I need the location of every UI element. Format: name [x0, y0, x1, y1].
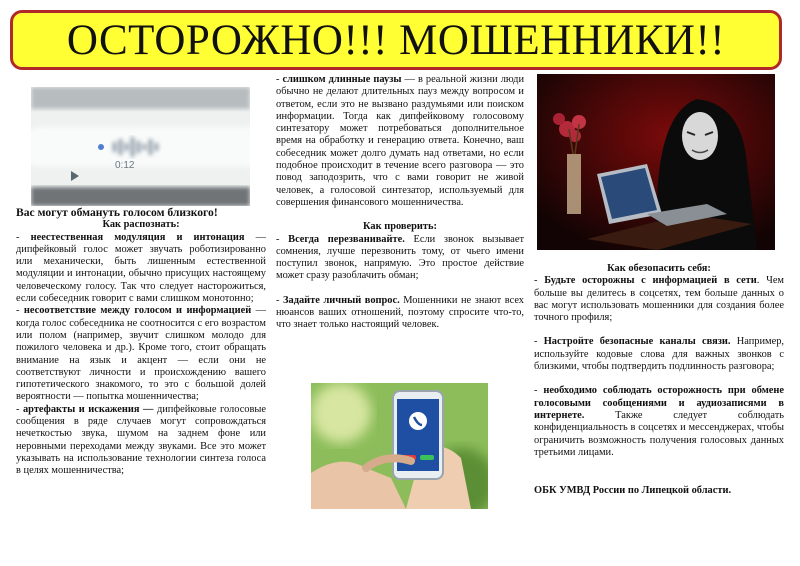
recognize-heading: Как распознать:	[102, 219, 180, 231]
column-right	[534, 263, 784, 497]
hacker-photo	[537, 74, 775, 250]
list-item: - необходимо соблюдать осторожность при обмене голосовыми сообщениями и аудиозаписями в интернете. Также следует соблюдать конфиденциальность в соцсетях и мессенджерах, чтобы ограничить возможность получения голосовых данных третьими лицами.	[534, 385, 784, 458]
banner-title: ОСТОРОЖНО!!! МОШЕННИКИ!!	[66, 16, 726, 64]
list-item: - артефакты и искажения — дипфейковые голосовые сообщения в ряде случаев могут сопровождаться нечеткостью звука, шумом на заднем фоне или неровными переходами между звуками. Все это может указывать на использование технологии синтеза голоса в целях мошенничества;	[16, 403, 266, 477]
list-item: - Задайте личный вопрос. Мошенники не знают всех нюансов ваших отношений, поэтому спросите что-то, что знает только настоящий человек.	[276, 294, 524, 331]
voice-timer-text: 0:12	[115, 160, 135, 171]
protect-heading: Как обезопасить себя:	[607, 263, 711, 274]
list-item: - несоответствие между голосом и информацией — когда голос собеседника не соотносится с его возрастом или полом (например, звучит слишком молодо для пожилого человека и др.). Кроме того, стоит обращать внимание на язык и акцент — если они не соответствуют личности и происхождению вашего гипотетического знакомого, то это с большой долей вероятности — попытка мошенничества;	[16, 305, 266, 403]
voice-message-photo	[31, 87, 250, 206]
voice-message-illustration	[31, 87, 250, 206]
check-heading: Как проверить:	[363, 221, 437, 233]
column-left	[16, 207, 266, 478]
list-item: - Будьте осторожны с информацией в сети. Чем больше вы делитесь в соцсетях, тем больше данных о вас могут использовать мошенники для создания более точного профиля;	[534, 275, 785, 324]
warning-banner	[10, 10, 782, 70]
phone-call-photo	[311, 383, 488, 509]
headline: Вас могут обмануть голосом близкого!	[16, 206, 218, 219]
list-item: - слишком длинные паузы — в реальной жизни люди обычно не делают длительных пауз между вопросом и ответом, если это не вызвано раздумьями или поиском информации. Тогда как дипфейковому голосовому синтезатору может потребоваться дополнительное время на обработку и генерацию ответа. Конечно, ваш собеседник может долго думать над ответами, но если подобное происходит в течение всего разговора — это повод заподозрить, что с вами говорит не живой человек, а голосовой синтезатор, используемый для совершения финансового мошенничества.	[276, 74, 525, 208]
list-item: - неестественная модуляция и интонация — дипфейковый голос может звучать роботизированно или механически, быть лишенным естественной модуляции и интонации, обычно присущих настоящему человеческому голосу. Так что следует насторожиться, если собеседник говорит с вами слишком монотонно;	[16, 231, 266, 305]
column-middle	[276, 74, 524, 332]
hacker-illustration	[537, 74, 775, 250]
list-item: - Всегда перезванивайте. Если звонок вызывает сомнения, лучше перезвонить тому, от чьего имени поступил звонок, напрямую. Это простое действие может сразу разоблачить обман;	[276, 233, 524, 282]
phone-call-illustration	[311, 383, 488, 509]
footer-signature: ОБК УМВД России по Липецкой области.	[534, 485, 732, 497]
list-item: - Настройте безопасные каналы связи. Например, используйте кодовые слова для важных звонков с близкими, чтобы подтвердить подлинность разговора;	[534, 336, 784, 373]
